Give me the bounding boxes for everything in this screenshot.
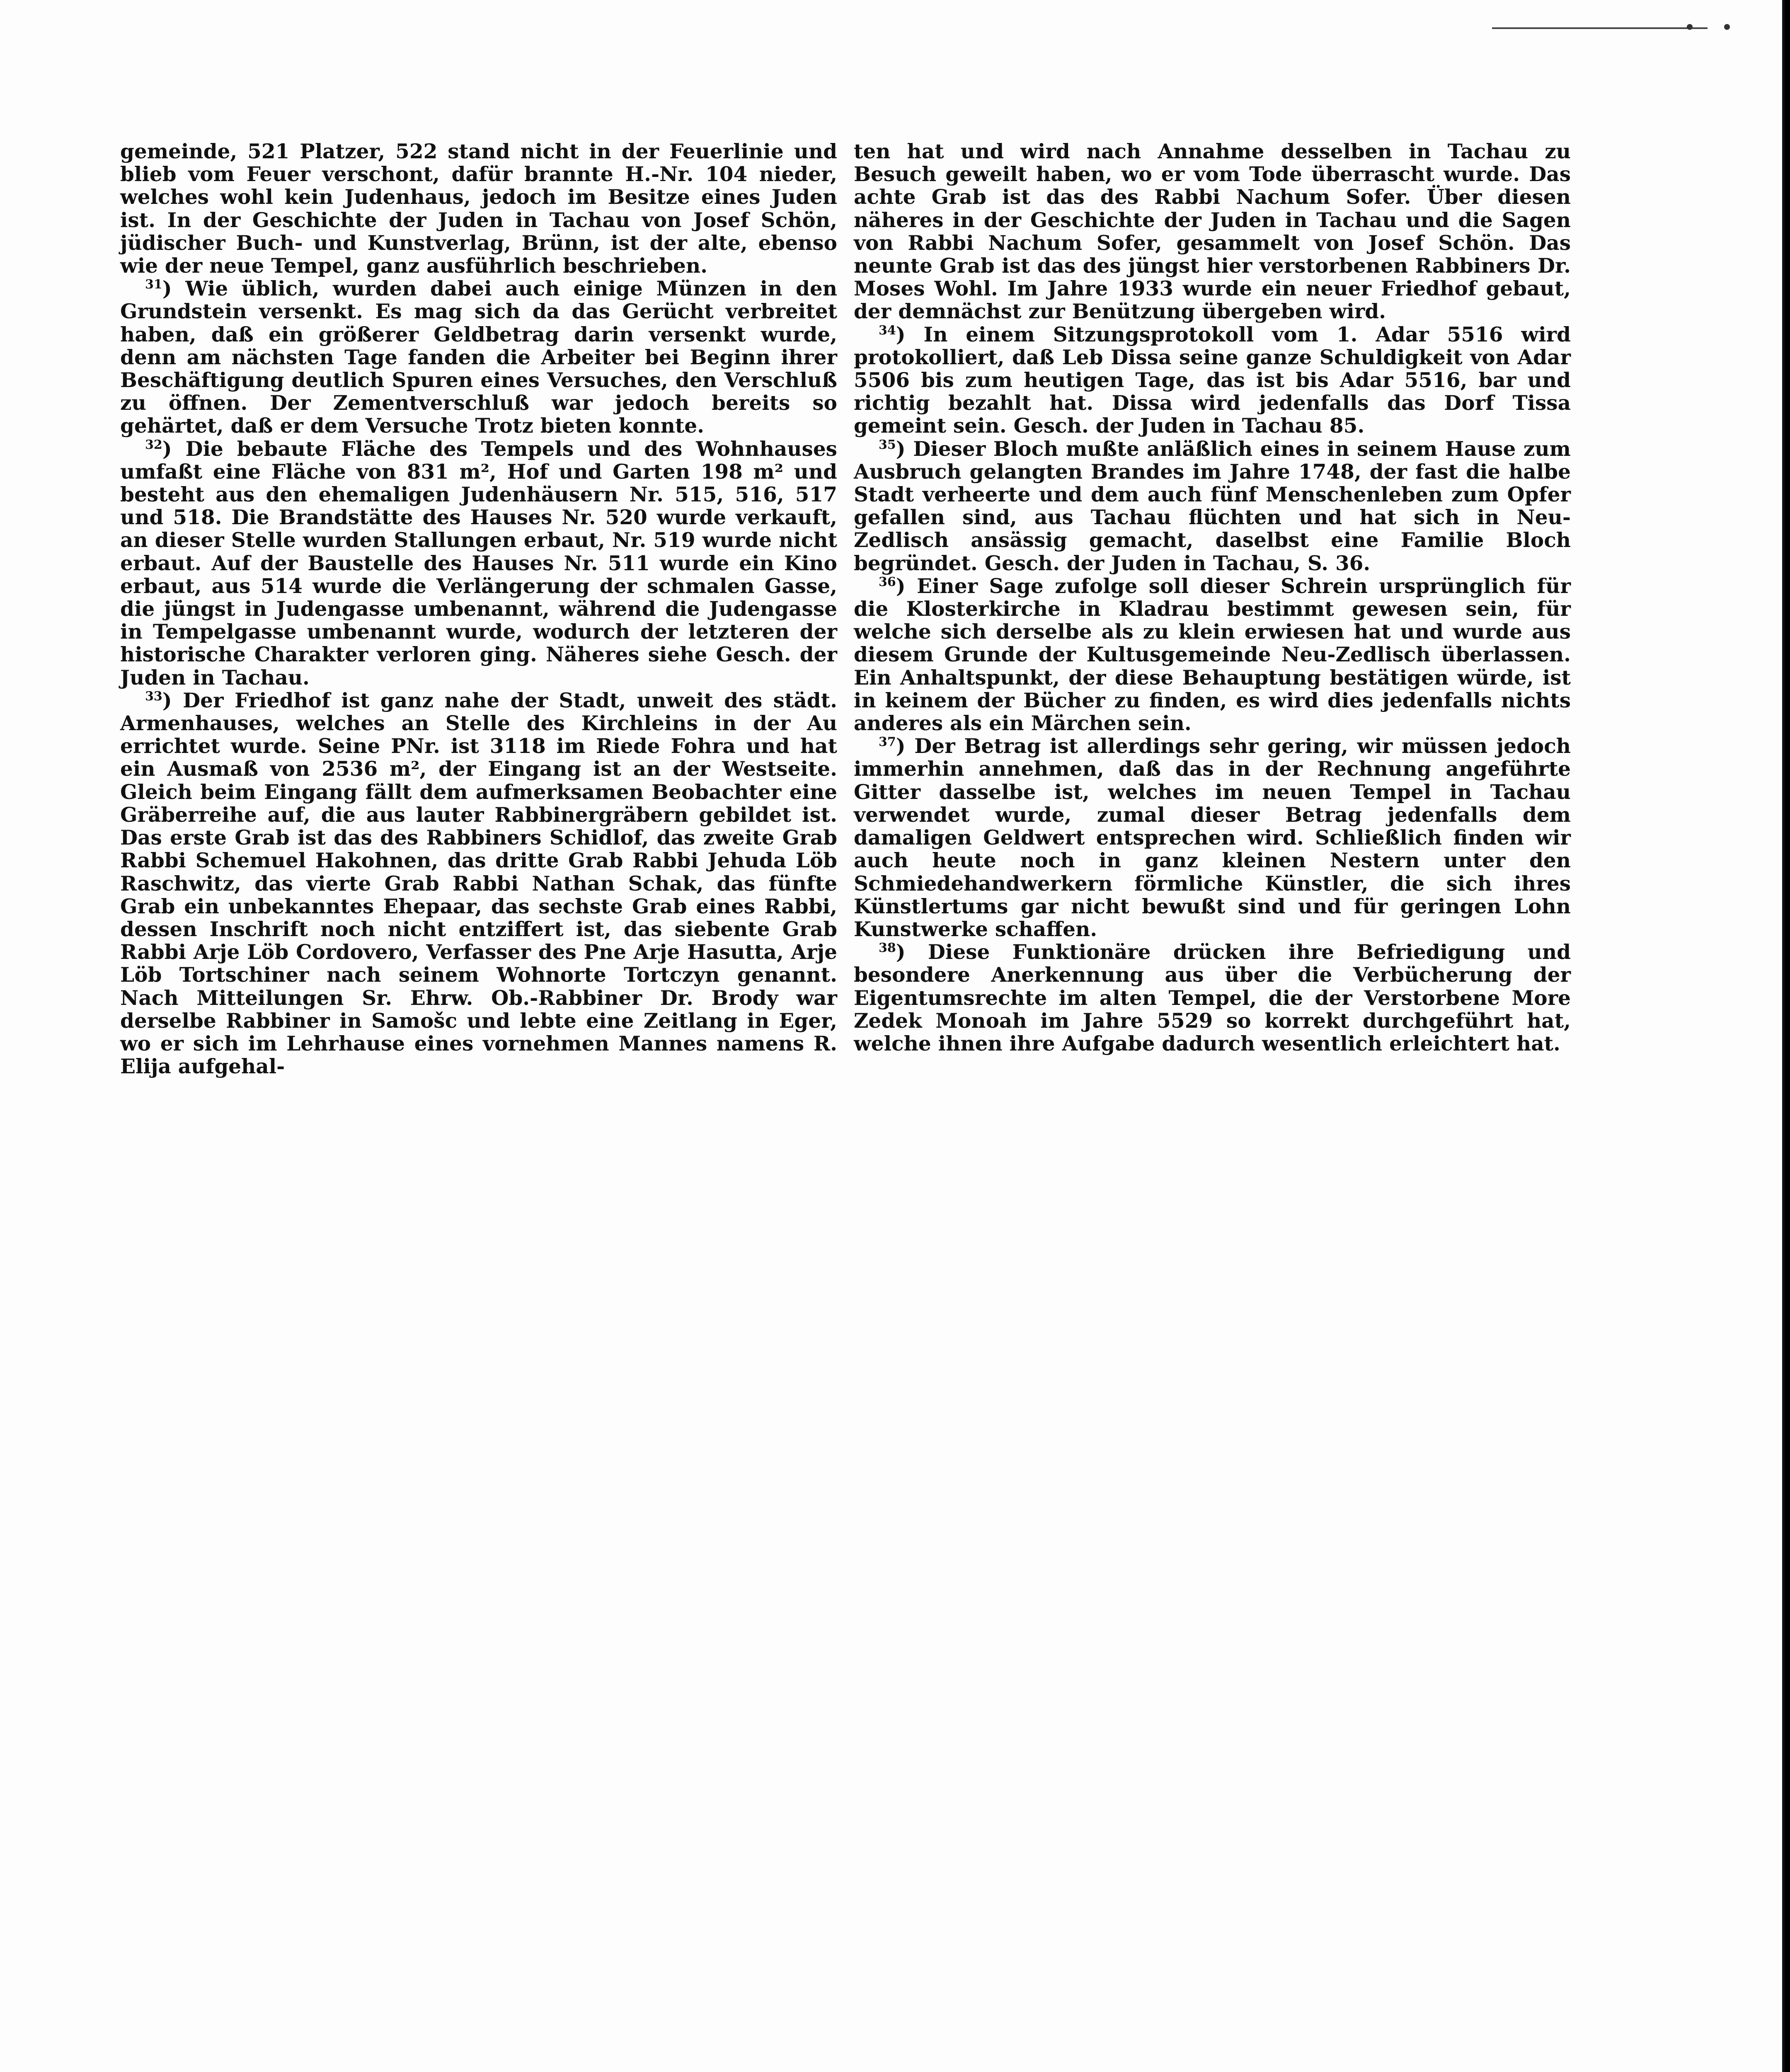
footnote-37 — [854, 735, 1571, 941]
footnote-text: ) Wie üblich, wurden dabei auch einige Münzen in den Grundstein versenkt. Es mag sich da das Gerücht verbreitet haben, daß ein größerer Geldbetrag darin versenkt wurde, denn am nächsten Tage fanden die Arbeiter bei Beginn ihrer Beschäftigung deutlich Spuren eines Versuches, den Verschluß zu öffnen. Der Zementverschluß war jedoch bereits so gehärtet, daß er dem Versuche Trotz bieten konnte. — [120, 277, 837, 438]
footnote-34 — [854, 323, 1571, 438]
paragraph-text: gemeinde, 521 Platzer, 522 stand nicht in der Feuerlinie und blieb vom Feuer verschont, dafür brannte H.-Nr. 104 nieder, welches wohl kein Judenhaus, jedoch im Besitze eines Juden ist. In der Geschichte der Juden in Tachau von Josef Schön, jüdischer Buch- und Kunstverlag, Brünn, ist der alte, ebenso wie der neue Tempel, ganz ausführlich beschrieben. — [120, 140, 837, 278]
footnote-number: 33 — [145, 689, 162, 704]
footnote-number: 32 — [145, 437, 162, 452]
footnote-text: ) Die bebaute Fläche des Tempels und des Wohnhauses umfaßt eine Fläche von 831 m², Hof und Garten 198 m² und besteht aus den ehemaligen Judenhäusern Nr. 515, 516, 517 und 518. Die Brandstätte des Hauses Nr. 520 wurde verkauft, an dieser Stelle wurden Stallungen erbaut, Nr. 519 wurde nicht erbaut. Auf der Baustelle des Hauses Nr. 511 wurde ein Kino erbaut, aus 514 wurde die Verlängerung der schmalen Gasse, die jüngst in Judengasse umbenannt, während die Judengasse in Tempelgasse umbenannt wurde, wodurch der letzteren der historische Charakter verloren ging. Näheres siehe Gesch. der Juden in Tachau. — [120, 437, 837, 690]
footnote-number: 35 — [879, 437, 896, 452]
paragraph-text: ten hat und wird nach Annahme desselben in Tachau zu Besuch geweilt haben, wo er vom Tode überrascht wurde. Das achte Grab ist das des Rabbi Nachum Sofer. Über diesen näheres in der Geschichte der Juden in Tachau und die Sagen von Rabbi Nachum Sofer, gesammelt von Josef Schön. Das neunte Grab ist das des jüngst hier verstorbenen Rabbiners Dr. Moses Wohl. Im Jahre 1933 wurde ein neuer Friedhof gebaut, der demnächst zur Benützung übergeben wird. — [854, 140, 1571, 324]
footnote-32 — [120, 438, 837, 689]
footnote-text: ) Diese Funktionäre drücken ihre Befriedigung und besondere Anerkennung aus über die Verbücherung der Eigentumsrechte im alten Tempel, die der Verstorbene More Zedek Monoah im Jahre 5529 so korrekt durchgeführt hat, welche ihnen ihre Aufgabe dadurch wesentlich erleichtert hat. — [854, 940, 1571, 1055]
paragraph — [120, 140, 837, 277]
footnote-text: ) Der Betrag ist allerdings sehr gering, wir müssen jedoch immerhin annehmen, daß das in der Rechnung angeführte Gitter dasselbe ist, welches im neuen Tempel in Tachau verwendet wurde, zumal dieser Betrag jedenfalls dem damaligen Geldwert entsprechen wird. Schließlich finden wir auch heute noch in ganz kleinen Nestern unter den Schmiedehandwerkern förmliche Künstler, die sich ihres Künstlertums gar nicht bewußt sind und für geringen Lohn Kunstwerke schaffen. — [854, 734, 1571, 941]
footnote-number: 38 — [879, 940, 896, 955]
footnote-text: ) Einer Sage zufolge soll dieser Schrein ursprünglich für die Klosterkirche in Kladrau bestimmt gewesen sein, für welche sich derselbe als zu klein erwiesen hat und wurde aus diesem Grunde der Kultusgemeinde Neu-Zedlisch überlassen. Ein Anhaltspunkt, der diese Behauptung bestätigen würde, ist in keinem der Bücher zu finden, es wird dies jedenfalls nichts anderes als ein Märchen sein. — [854, 574, 1571, 736]
footnote-33 — [120, 689, 837, 1078]
footnote-number: 36 — [879, 574, 896, 589]
left-text-column — [120, 140, 837, 1078]
footnote-38 — [854, 941, 1571, 1055]
paragraph — [854, 140, 1571, 323]
footnote-35 — [854, 438, 1571, 575]
footnote-text: ) In einem Sitzungsprotokoll vom 1. Adar 5516 wird protokolliert, daß Leb Dissa seine ganze Schuldigkeit von Adar 5506 bis zum heutigen Tage, das ist bis Adar 5516, bar und richtig bezahlt hat. Dissa wird jedenfalls das Dorf Tissa gemeint sein. Gesch. der Juden in Tachau 85. — [854, 322, 1571, 438]
scan-corner-mark — [1492, 17, 1757, 41]
right-text-column — [854, 140, 1571, 1055]
footnote-number: 37 — [879, 735, 896, 750]
footnote-36 — [854, 575, 1571, 735]
footnote-31 — [120, 277, 837, 437]
footnote-text: ) Dieser Bloch mußte anläßlich eines in seinem Hause zum Ausbruch gelangten Brandes im Jahre 1748, der fast die halbe Stadt verheerte und dem auch fünf Menschenleben zum Opfer gefallen sind, aus Tachau flüchten und hat sich in Neu-Zedlisch ansässig gemacht, daselbst eine Familie Bloch begründet. Gesch. der Juden in Tachau, S. 36. — [854, 437, 1571, 575]
footnote-text: ) Der Friedhof ist ganz nahe der Stadt, unweit des städt. Armenhauses, welches an Stelle des Kirchleins in der Au errichtet wurde. Seine PNr. ist 3118 im Riede Fohra und hat ein Ausmaß von 2536 m², der Eingang ist an der Westseite. Gleich beim Eingang fällt dem aufmerksamen Beobachter eine Gräberreihe auf, die aus lauter Rabbinergräbern gebildet ist. Das erste Grab ist das des Rabbiners Schidlof, das zweite Grab Rabbi Schemuel Hakohnen, das dritte Grab Rabbi Jehuda Löb Raschwitz, das vierte Grab Rabbi Nathan Schak, das fünfte Grab ein unbekanntes Ehepaar, das sechste Grab eines Rabbi, dessen Inschrift noch nicht entziffert ist, das siebente Grab Rabbi Arje Löb Cordovero, Verfasser des Pne Arje Hasutta, Arje Löb Tortschiner nach seinem Wohnorte Tortczyn genannt. Nach Mitteilungen Sr. Ehrw. Ob.-Rabbiner Dr. Brody war derselbe Rabbiner in Samošc und lebte eine Zeitlang in Eger, wo er sich im Lehrhause eines vornehmen Mannes namens R. Elija aufgehal- — [120, 688, 837, 1079]
footnote-number: 34 — [879, 323, 896, 338]
footnote-number: 31 — [145, 277, 162, 292]
